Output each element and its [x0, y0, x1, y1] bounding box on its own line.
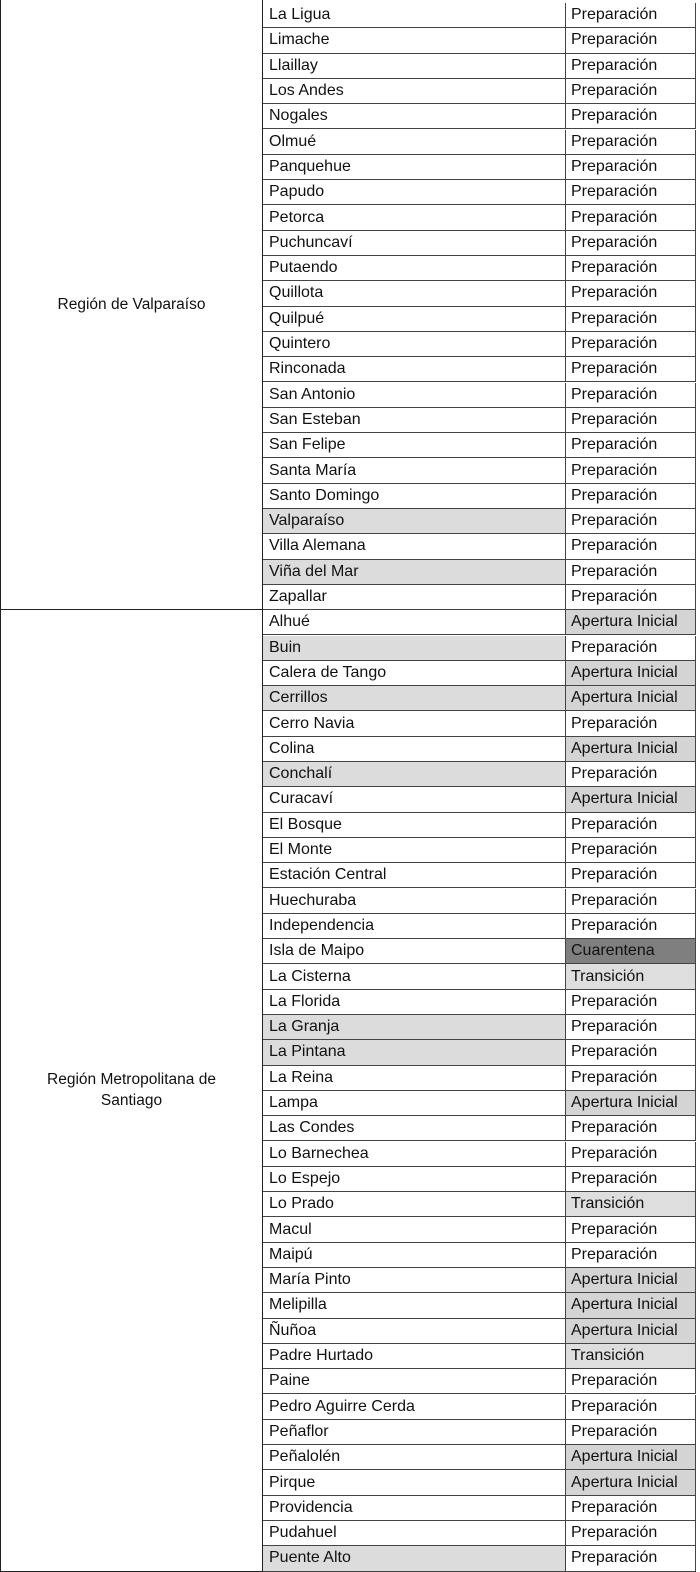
status-cell: Transición: [566, 1344, 696, 1369]
comuna-cell: Estación Central: [263, 863, 566, 888]
status-cell: Apertura Inicial: [566, 1091, 696, 1116]
comuna-cell: Huechuraba: [263, 889, 566, 914]
comuna-cell: La Florida: [263, 990, 566, 1015]
comuna-cell: Olmué: [263, 130, 566, 155]
table-row: [263, 54, 696, 79]
table-row: [263, 256, 696, 281]
table-row: [263, 307, 696, 332]
comuna-cell: Lo Barnechea: [263, 1142, 566, 1167]
status-cell: Preparación: [566, 281, 696, 306]
table-row: [263, 889, 696, 914]
table-row: [263, 484, 696, 509]
comuna-cell: Colina: [263, 737, 566, 762]
table-row: [263, 231, 696, 256]
comuna-cell: Quintero: [263, 332, 566, 357]
status-cell: Preparación: [566, 1420, 696, 1445]
comuna-cell: Puchuncaví: [263, 231, 566, 256]
table-row: [263, 914, 696, 939]
table-row: [263, 1395, 696, 1420]
comuna-cell: Lo Espejo: [263, 1167, 566, 1192]
status-cell: Preparación: [566, 838, 696, 863]
table-row: [263, 762, 696, 787]
table-row: [263, 964, 696, 989]
table-row: [263, 205, 696, 230]
status-cell: Preparación: [566, 1395, 696, 1420]
comuna-cell: Pudahuel: [263, 1521, 566, 1546]
table-row: [263, 79, 696, 104]
status-cell: Preparación: [566, 813, 696, 838]
status-cell: Preparación: [566, 104, 696, 129]
status-cell: Cuarentena: [566, 939, 696, 964]
table-row: [263, 1040, 696, 1065]
status-cell: Preparación: [566, 28, 696, 53]
status-cell: Apertura Inicial: [566, 1268, 696, 1293]
table-row: [263, 711, 696, 736]
status-cell: Preparación: [566, 1116, 696, 1141]
comuna-cell: Buin: [263, 636, 566, 661]
table-row: [263, 1167, 696, 1192]
comuna-cell: Paine: [263, 1369, 566, 1394]
table-row: [263, 433, 696, 458]
status-cell: Preparación: [566, 357, 696, 382]
status-cell: Preparación: [566, 383, 696, 408]
comuna-cell: Limache: [263, 28, 566, 53]
comuna-cell: El Bosque: [263, 813, 566, 838]
comuna-cell: La Granja: [263, 1015, 566, 1040]
table-row: [263, 838, 696, 863]
comuna-cell: Rinconada: [263, 357, 566, 382]
status-cell: Preparación: [566, 180, 696, 205]
status-cell: Preparación: [566, 1142, 696, 1167]
table-row: [263, 990, 696, 1015]
table-row: [263, 155, 696, 180]
status-cell: Preparación: [566, 1243, 696, 1268]
table-row: [263, 1066, 696, 1091]
table-row: [263, 357, 696, 382]
status-cell: Apertura Inicial: [566, 737, 696, 762]
table-row: [263, 104, 696, 129]
comuna-cell: Melipilla: [263, 1293, 566, 1318]
table-row: [263, 1496, 696, 1521]
table-row: [263, 1243, 696, 1268]
status-cell: Transición: [566, 1192, 696, 1217]
status-cell: Preparación: [566, 332, 696, 357]
table-row: [263, 534, 696, 559]
comuna-cell: El Monte: [263, 838, 566, 863]
table-row: [263, 1116, 696, 1141]
comuna-cell: San Antonio: [263, 383, 566, 408]
comuna-cell: Alhué: [263, 610, 566, 635]
status-cell: Preparación: [566, 1040, 696, 1065]
table-row: [263, 509, 696, 534]
status-cell: Preparación: [566, 484, 696, 509]
status-cell: Apertura Inicial: [566, 1293, 696, 1318]
status-cell: Preparación: [566, 889, 696, 914]
comuna-cell: La Reina: [263, 1066, 566, 1091]
comuna-cell: Maipú: [263, 1243, 566, 1268]
comuna-cell: Cerro Navia: [263, 711, 566, 736]
table-row: [263, 28, 696, 53]
table-row: [263, 737, 696, 762]
comuna-cell: San Esteban: [263, 408, 566, 433]
comuna-cell: Conchalí: [263, 762, 566, 787]
table-row: [263, 1420, 696, 1445]
comuna-cell: La Ligua: [263, 3, 566, 28]
comuna-cell: La Cisterna: [263, 964, 566, 989]
comuna-cell: Las Condes: [263, 1116, 566, 1141]
status-cell: Preparación: [566, 1217, 696, 1242]
table-row: [263, 1192, 696, 1217]
comuna-cell: Calera de Tango: [263, 661, 566, 686]
table-row: [263, 1142, 696, 1167]
status-cell: Preparación: [566, 1369, 696, 1394]
table-row: [263, 332, 696, 357]
table-row: [263, 1091, 696, 1116]
comuna-cell: Papudo: [263, 180, 566, 205]
comuna-cell: Peñaflor: [263, 1420, 566, 1445]
table-row: [263, 180, 696, 205]
status-cell: Preparación: [566, 1015, 696, 1040]
comuna-cell: Quillota: [263, 281, 566, 306]
status-cell: Preparación: [566, 231, 696, 256]
table-row: [263, 610, 696, 635]
comuna-cell: Llaillay: [263, 54, 566, 79]
status-cell: Apertura Inicial: [566, 787, 696, 812]
comuna-cell: Zapallar: [263, 585, 566, 610]
status-cell: Preparación: [566, 509, 696, 534]
comuna-cell: Ñuñoa: [263, 1319, 566, 1344]
status-cell: Preparación: [566, 205, 696, 230]
comuna-cell: Santo Domingo: [263, 484, 566, 509]
table-row: [263, 458, 696, 483]
table-row: [263, 1293, 696, 1318]
status-cell: Transición: [566, 964, 696, 989]
status-cell: Preparación: [566, 155, 696, 180]
table-row: [263, 661, 696, 686]
table-row: [263, 939, 696, 964]
comuna-cell: Quilpué: [263, 307, 566, 332]
status-cell: Apertura Inicial: [566, 686, 696, 711]
status-cell: Preparación: [566, 130, 696, 155]
table-row: [263, 130, 696, 155]
comuna-cell: Viña del Mar: [263, 560, 566, 585]
comuna-cell: Pirque: [263, 1470, 566, 1495]
comuna-cell: Valparaíso: [263, 509, 566, 534]
status-cell: Preparación: [566, 3, 696, 28]
status-cell: Preparación: [566, 307, 696, 332]
table-row: [263, 787, 696, 812]
status-cell: Preparación: [566, 990, 696, 1015]
comuna-cell: Isla de Maipo: [263, 939, 566, 964]
status-cell: Preparación: [566, 585, 696, 610]
comuna-cell: Lo Prado: [263, 1192, 566, 1217]
comuna-cell: Villa Alemana: [263, 534, 566, 559]
status-cell: Preparación: [566, 458, 696, 483]
table-row: [263, 1344, 696, 1369]
table-row: [263, 1546, 696, 1571]
comuna-cell: Lampa: [263, 1091, 566, 1116]
status-cell: Preparación: [566, 1546, 696, 1571]
table-row: [263, 1521, 696, 1546]
comuna-cell: Independencia: [263, 914, 566, 939]
status-cell: Preparación: [566, 54, 696, 79]
table-row: [263, 1369, 696, 1394]
comuna-cell: Santa María: [263, 458, 566, 483]
table-row: [263, 383, 696, 408]
comuna-cell: San Felipe: [263, 433, 566, 458]
table-row: [263, 1470, 696, 1495]
comuna-cell: Los Andes: [263, 79, 566, 104]
table-row: [263, 863, 696, 888]
status-cell: Preparación: [566, 408, 696, 433]
table-row: [263, 1015, 696, 1040]
comuna-cell: Curacaví: [263, 787, 566, 812]
table-row: [263, 560, 696, 585]
comuna-cell: La Pintana: [263, 1040, 566, 1065]
region-cell: Región de Valparaíso: [0, 0, 263, 610]
status-cell: Preparación: [566, 1066, 696, 1091]
status-cell: Preparación: [566, 560, 696, 585]
table-row: [263, 408, 696, 433]
status-cell: Apertura Inicial: [566, 610, 696, 635]
table-row: [263, 636, 696, 661]
comuna-cell: Cerrillos: [263, 686, 566, 711]
comuna-cell: Pedro Aguirre Cerda: [263, 1395, 566, 1420]
status-cell: Preparación: [566, 711, 696, 736]
status-cell: Preparación: [566, 1521, 696, 1546]
comuna-cell: Peñalolén: [263, 1445, 566, 1470]
status-cell: Preparación: [566, 914, 696, 939]
comuna-cell: María Pinto: [263, 1268, 566, 1293]
comuna-cell: Providencia: [263, 1496, 566, 1521]
table-row: [263, 3, 696, 28]
table-row: [263, 1319, 696, 1344]
status-cell: Apertura Inicial: [566, 1319, 696, 1344]
status-cell: Preparación: [566, 636, 696, 661]
table-row: [263, 686, 696, 711]
status-cell: Preparación: [566, 762, 696, 787]
comuna-cell: Padre Hurtado: [263, 1344, 566, 1369]
table-row: [263, 1268, 696, 1293]
table-row: [263, 1217, 696, 1242]
region-cell: Región Metropolitana de Santiago: [0, 610, 263, 1571]
status-cell: Preparación: [566, 1167, 696, 1192]
status-cell: Apertura Inicial: [566, 661, 696, 686]
table-row: [263, 813, 696, 838]
status-cell: Preparación: [566, 534, 696, 559]
table-row: [263, 1445, 696, 1470]
status-cell: Preparación: [566, 79, 696, 104]
comuna-cell: Panquehue: [263, 155, 566, 180]
status-cell: Preparación: [566, 433, 696, 458]
status-cell: Preparación: [566, 256, 696, 281]
status-cell: Apertura Inicial: [566, 1445, 696, 1470]
table-row: [263, 281, 696, 306]
comuna-cell: Petorca: [263, 205, 566, 230]
status-cell: Apertura Inicial: [566, 1470, 696, 1495]
status-cell: Preparación: [566, 863, 696, 888]
comuna-cell: Puente Alto: [263, 1546, 566, 1571]
comuna-cell: Nogales: [263, 104, 566, 129]
comuna-cell: Putaendo: [263, 256, 566, 281]
table-row: [263, 585, 696, 610]
status-cell: Preparación: [566, 1496, 696, 1521]
comuna-cell: Macul: [263, 1217, 566, 1242]
